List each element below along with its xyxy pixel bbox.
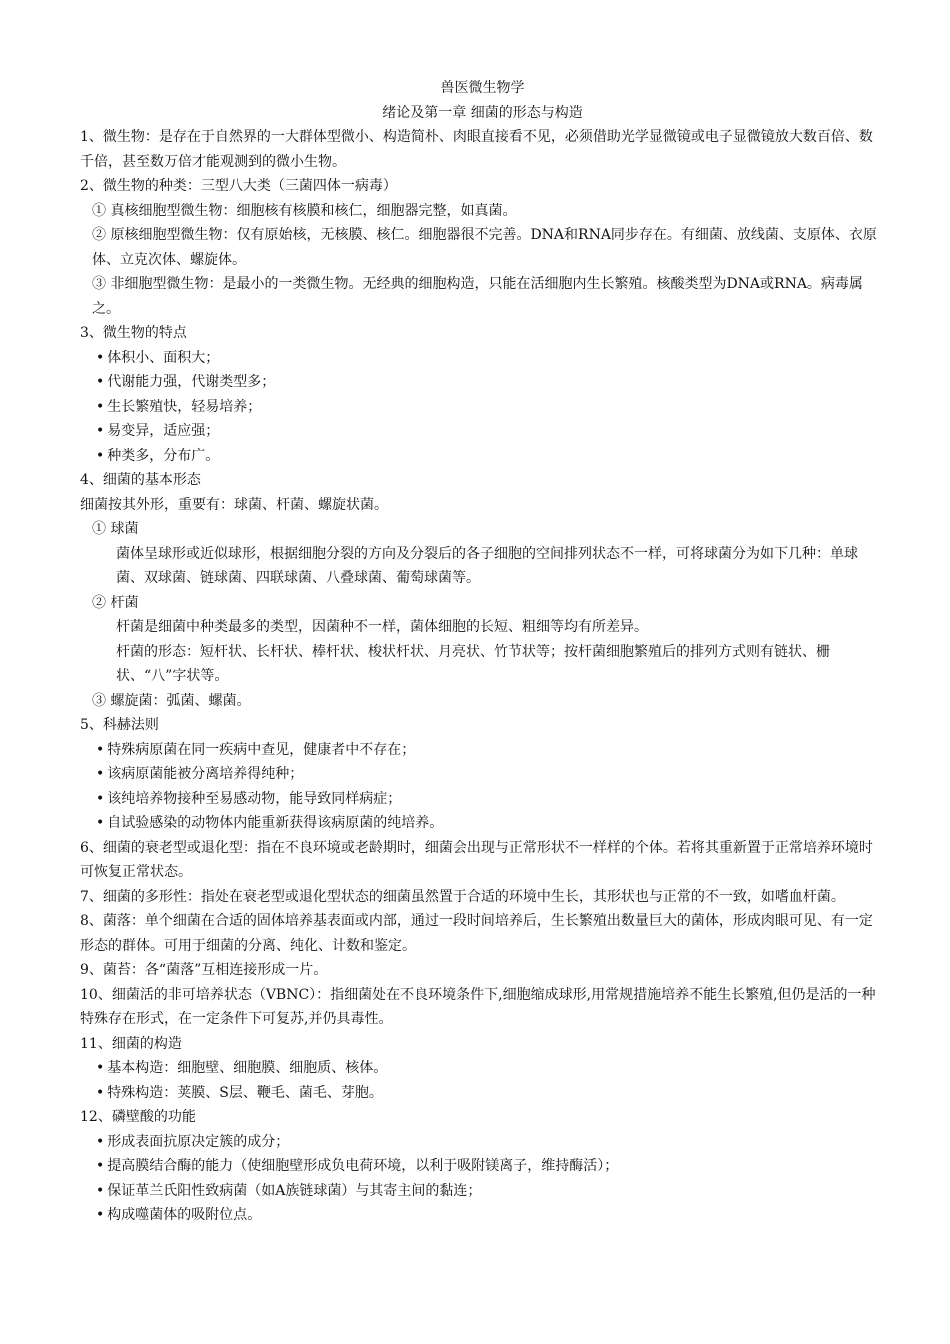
paragraph: 5、科赫法则 [80, 717, 159, 733]
chapter-title: 绪论及第一章 细菌的形态与构造 [382, 104, 583, 121]
document-title: 兽医微生物学 [440, 80, 525, 96]
paragraph: • 基本构造：细胞壁、细胞膜、细胞质、核体。 [80, 1056, 885, 1081]
paragraph: • 体积小、面积大； [80, 346, 885, 371]
paragraph: 6、细菌的衰老型或退化型：指在不良环境或老龄期时，细菌会出现与正常形状不一样样的个体。若将其重新置于正常培养环境时可恢复正常状态。 [80, 839, 873, 880]
paragraph: • 易变异，适应强； [80, 419, 885, 444]
paragraph: 11、细菌的构造 [80, 1035, 182, 1052]
paragraph: 2、微生物的种类：三型八大类（三菌四体一病毒） [80, 178, 397, 194]
document-lines [80, 125, 885, 1228]
paragraph: 7、细菌的多形性：指处在衰老型或退化型状态的细菌虽然置于合适的环境中生长，其形状也与正常的不一致，如嗜血杆菌。 [80, 888, 845, 905]
paragraph: 1、微生物：是存在于自然界的一大群体型微小、构造简朴、肉眼直接看不见，必须借助光学显微镜或电子显微镜放大数百倍、数千倍，甚至数万倍才能观测到的微小生物。 [80, 129, 873, 170]
paragraph: • 形成表面抗原决定簇的成分； [80, 1130, 885, 1155]
paragraph: • 代谢能力强，代谢类型多； [80, 370, 885, 395]
paragraph: ② 原核细胞型微生物：仅有原始核，无核膜、核仁。细胞器很不完善。DNA和RNA同步存在。有细菌、放线菌、支原体、衣原体、立克次体、螺旋体。 [92, 227, 877, 268]
paragraph: • 保证革兰氏阳性致病菌（如A族链球菌）与其寄主间的黏连； [80, 1179, 885, 1204]
document-body [80, 76, 885, 1228]
paragraph: 4、细菌的基本形态 [80, 472, 201, 488]
paragraph: • 特殊病原菌在同一疾病中查见，健康者中不存在； [80, 738, 885, 763]
paragraph: • 种类多，分布广。 [80, 444, 885, 469]
paragraph: • 特殊构造：荚膜、S层、鞭毛、菌毛、芽胞。 [80, 1081, 885, 1106]
paragraph: • 该纯培养物接种至易感动物，能导致同样病症； [80, 787, 885, 812]
paragraph: 杆菌是细菌中种类最多的类型，因菌种不一样，菌体细胞的长短、粗细等均有所差异。 [116, 619, 648, 635]
paragraph: 杆菌的形态：短杆状、长杆状、棒杆状、梭状杆状、月亮状、竹节状等；按杆菌细胞繁殖后的排列方式则有链状、栅状、“八”字状等。 [116, 643, 830, 684]
paragraph: • 该病原菌能被分离培养得纯种； [80, 762, 885, 787]
paragraph: • 自试验感染的动物体内能重新获得该病原菌的纯培养。 [80, 811, 885, 836]
paragraph: 10、细菌活的非可培养状态（VBNC）：指细菌处在不良环境条件下,细胞缩成球形,用常规措施培养不能生长繁殖,但仍是活的一种特殊存在形式，在一定条件下可复苏,并仍具毒性。 [80, 986, 876, 1027]
paragraph: ③ 螺旋菌：弧菌、螺菌。 [92, 692, 251, 709]
paragraph: 3、微生物的特点 [80, 325, 187, 341]
paragraph: 8、菌落：单个细菌在合适的固体培养基表面或内部，通过一段时间培养后，生长繁殖出数量巨大的菌体，形成肉眼可见、有一定形态的群体。可用于细菌的分离、纯化、计数和鉴定。 [80, 913, 873, 954]
paragraph: ① 真核细胞型微生物：细胞核有核膜和核仁，细胞器完整，如真菌。 [92, 202, 517, 219]
paragraph: 菌体呈球形或近似球形，根据细胞分裂的方向及分裂后的各子细胞的空间排列状态不一样，可将球菌分为如下几种：单球菌、双球菌、链球菌、四联球菌、八叠球菌、葡萄球菌等。 [116, 545, 858, 586]
paragraph: 细菌按其外形，重要有：球菌、杆菌、螺旋状菌。 [80, 496, 388, 513]
paragraph: 12、磷壁酸的功能 [80, 1109, 196, 1125]
paragraph: 9、菌苔：各“菌落”互相连接形成一片。 [80, 962, 328, 978]
paragraph: ② 杆菌 [92, 594, 139, 611]
paragraph: • 生长繁殖快，轻易培养； [80, 395, 885, 420]
paragraph: • 提高膜结合酶的能力（使细胞壁形成负电荷环境，以利于吸附镁离子，维持酶活）； [80, 1154, 885, 1179]
paragraph: ③ 非细胞型微生物：是最小的一类微生物。无经典的细胞构造，只能在活细胞内生长繁殖。核酸类型为DNA或RNA。病毒属之。 [92, 276, 863, 317]
paragraph: • 构成噬菌体的吸附位点。 [80, 1203, 885, 1228]
paragraph: ① 球菌 [92, 521, 139, 537]
